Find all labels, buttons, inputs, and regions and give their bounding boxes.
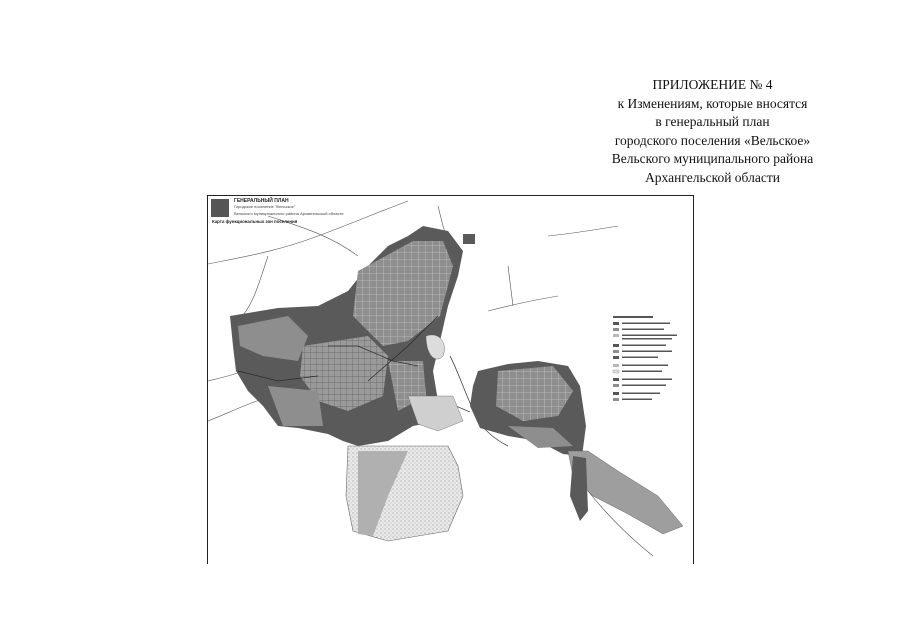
heading-line-2: к Изменениям, которые вносятся <box>617 95 808 111</box>
heading-line-4: городского поселения «Вельское» <box>614 132 811 148</box>
heading-line-3: в генеральный план <box>655 114 770 130</box>
map-title: ГЕНЕРАЛЬНЫЙ ПЛАН <box>234 198 289 204</box>
heading-line-6: Архангельской области <box>645 169 780 185</box>
map-sheet-name: Карта функциональных зон поселения <box>212 219 298 224</box>
coat-of-arms-icon <box>211 199 229 217</box>
heading-line-5: Вельского муниципального района <box>611 151 814 167</box>
map-settlement: Городское поселение "Вельское" <box>234 204 296 209</box>
map-legend <box>611 314 687 409</box>
appendix-number: ПРИЛОЖЕНИЕ № 4 <box>652 77 773 92</box>
map-district: Вельского муниципального района Архангельской области <box>234 211 344 216</box>
appendix-heading <box>560 76 865 188</box>
general-plan-map <box>207 195 694 564</box>
